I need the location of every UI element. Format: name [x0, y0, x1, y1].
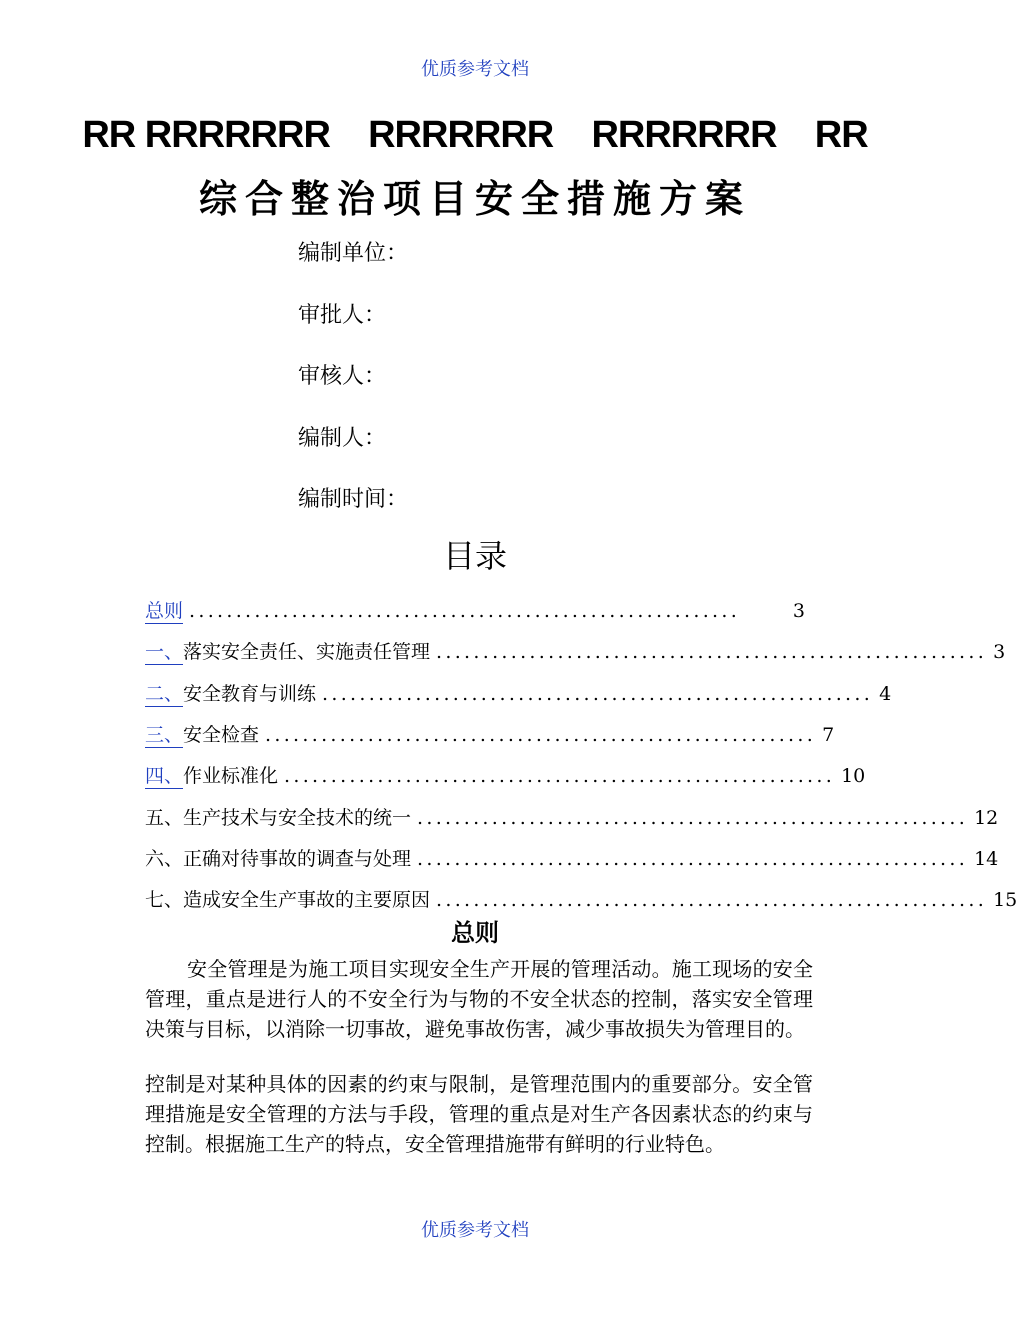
- toc-leader-dots: ...........................................................: [436, 889, 988, 911]
- toc-page-number: 14: [974, 848, 999, 870]
- meta-reviewer: 审核人：: [298, 364, 387, 389]
- toc-leader-dots: ...........................................................: [189, 600, 741, 622]
- toc-entry-title: 造成安全生产事故的主要原因: [183, 889, 431, 911]
- toc-page-number: 3: [993, 641, 1006, 663]
- toc-entry[interactable]: [145, 637, 1006, 667]
- toc-entry-number-link[interactable]: 二、: [145, 679, 183, 707]
- toc-heading: 目录: [442, 537, 507, 575]
- toc-leader-dots: ...........................................................: [436, 641, 988, 663]
- toc-entry[interactable]: [145, 761, 866, 791]
- toc-entry-title: 安全检查: [183, 724, 260, 746]
- toc-leader-dots: ...........................................................: [322, 683, 874, 705]
- toc-entry-number-link[interactable]: 四、: [145, 761, 183, 789]
- body-paragraph: 安全管理是为施工项目实现安全生产开展的管理活动。施工现场的安全管理，重点是进行人的不安全行为与物的不安全状态的控制，落实安全管理决策与目标，以消除一切事故，避免事故伤害，减少事故损失为管理目的。: [145, 957, 813, 1041]
- toc-page-number: 10: [841, 765, 866, 787]
- toc-entry-title: 生产技术与安全技术的统一: [183, 807, 412, 829]
- toc-leader-dots: ...........................................................: [417, 848, 969, 870]
- toc-entry-number: 六、: [145, 848, 184, 870]
- meta-approver: 审批人：: [298, 303, 387, 328]
- toc-entry: [145, 844, 999, 874]
- toc-entry: [145, 803, 999, 833]
- page-header: 优质参考文档: [421, 59, 529, 80]
- toc-page-number: 4: [879, 683, 892, 705]
- toc-entry-title: 安全教育与训练: [183, 683, 317, 705]
- toc-entry-number-link[interactable]: 三、: [145, 720, 183, 748]
- toc-page-number: 15: [993, 889, 1017, 911]
- toc-entry[interactable]: [145, 679, 892, 709]
- toc-entry-title: 正确对待事故的调查与处理: [183, 848, 412, 870]
- toc-entry-number-link[interactable]: 一、: [145, 637, 183, 665]
- document-title-line1: RR RRRRRRR RRRRRRR RRRRRRR RR: [82, 114, 868, 156]
- toc-entry-title: 作业标准化: [183, 765, 279, 787]
- document-title-line2: 综合整治项目安全措施方案: [198, 177, 751, 221]
- meta-compile-date: 编制时间：: [298, 487, 409, 512]
- toc-page-number: 7: [822, 724, 835, 746]
- toc-entry-number: 五、: [145, 807, 184, 829]
- toc-page-number: 3: [792, 600, 805, 622]
- body-paragraph: 控制是对某种具体的因素的约束与限制，是管理范围内的重要部分。安全管理措施是安全管理的方法与手段，管理的重点是对生产各因素状态的约束与控制。根据施工生产的特点，安全管理措施带有鲜明的行业特色。: [145, 1072, 813, 1156]
- toc-entry-title: 落实安全责任、实施责任管理: [183, 641, 431, 663]
- section-heading: 总则: [451, 919, 499, 947]
- page-footer: 优质参考文档: [421, 1220, 529, 1241]
- toc-entry[interactable]: [145, 720, 835, 750]
- meta-compiling-unit: 编制单位：: [298, 241, 409, 266]
- toc-leader-dots: ...........................................................: [265, 724, 817, 746]
- toc-entry-number: 七、: [145, 889, 184, 911]
- toc-entry: [145, 885, 1017, 915]
- toc-entry-title-link[interactable]: 总则: [145, 596, 183, 624]
- toc-page-number: 12: [974, 807, 999, 829]
- toc-leader-dots: ...........................................................: [417, 807, 969, 829]
- meta-author: 编制人：: [298, 426, 387, 451]
- toc-leader-dots: ...........................................................: [284, 765, 836, 787]
- toc-entry[interactable]: [145, 596, 805, 626]
